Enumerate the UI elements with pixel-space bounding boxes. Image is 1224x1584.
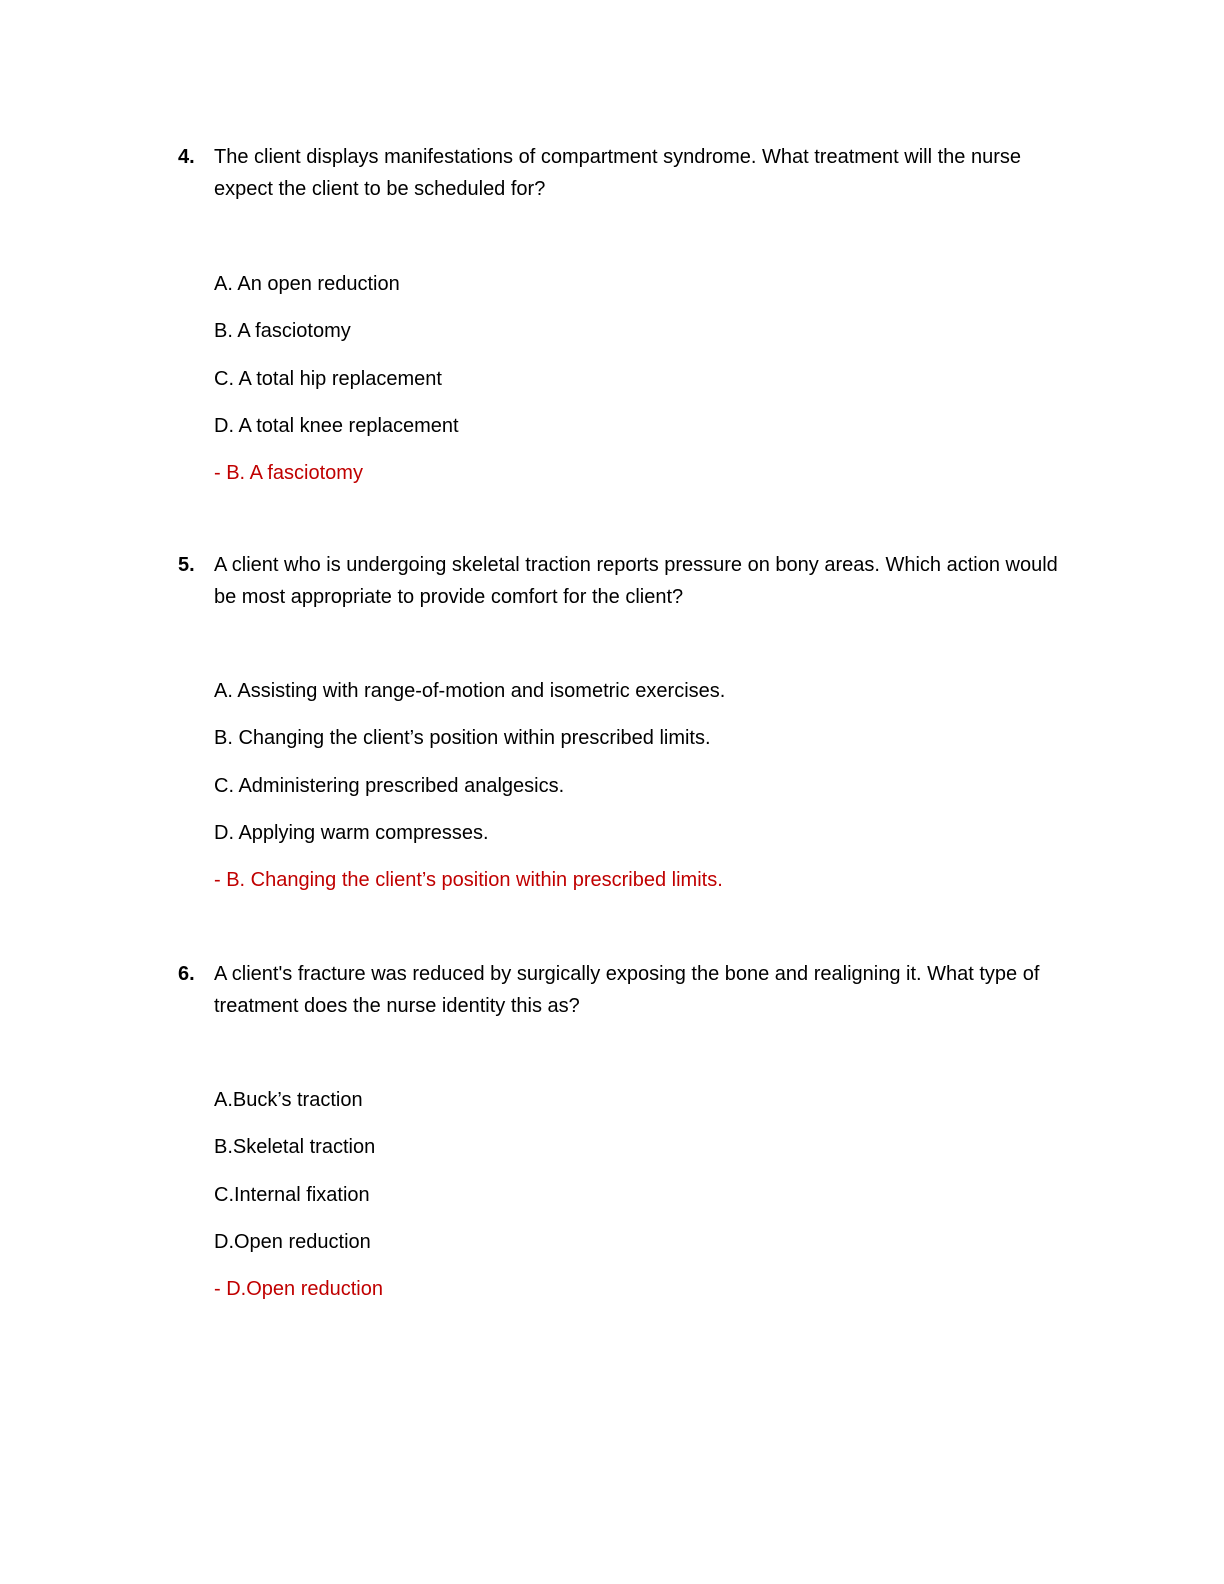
- question-number: 5.: [178, 554, 195, 576]
- option-c: C. A total hip replacement: [214, 367, 442, 390]
- option-list: [214, 1088, 383, 1324]
- option-b: B.Skeletal traction: [214, 1136, 376, 1159]
- option-list: [214, 679, 725, 915]
- question-text: A client's fracture was reduced by surgically exposing the bone and realigning it. What type of treatment does the nurse identity this as?: [214, 963, 1040, 1017]
- option-c: C. Administering prescribed analgesics.: [214, 774, 565, 797]
- option-d: D. A total knee replacement: [214, 414, 459, 437]
- question-number: 4.: [178, 146, 195, 168]
- question-text: A client who is undergoing skeletal traction reports pressure on bony areas. Which action would be most appropriate to provide comfort for the client?: [214, 554, 1058, 608]
- option-d: D.Open reduction: [214, 1230, 371, 1253]
- option-d: D. Applying warm compresses.: [214, 821, 489, 844]
- question-number: 6.: [178, 963, 195, 985]
- answer-line: - B. Changing the client’s position within prescribed limits.: [214, 869, 723, 892]
- option-c: C.Internal fixation: [214, 1183, 370, 1206]
- question-text: The client displays manifestations of compartment syndrome. What treatment will the nurse expect the client to be scheduled for?: [214, 146, 1022, 200]
- option-a: A. An open reduction: [214, 273, 400, 295]
- option-b: B. A fasciotomy: [214, 320, 351, 343]
- option-a: A. Assisting with range-of-motion and isometric exercises.: [214, 680, 726, 702]
- answer-line: - D.Open reduction: [214, 1278, 383, 1301]
- option-b: B. Changing the client’s position within prescribed limits.: [214, 727, 711, 750]
- answer-line: - B. A fasciotomy: [214, 462, 363, 485]
- option-list: [214, 272, 459, 508]
- option-a: A.Buck’s traction: [214, 1089, 363, 1111]
